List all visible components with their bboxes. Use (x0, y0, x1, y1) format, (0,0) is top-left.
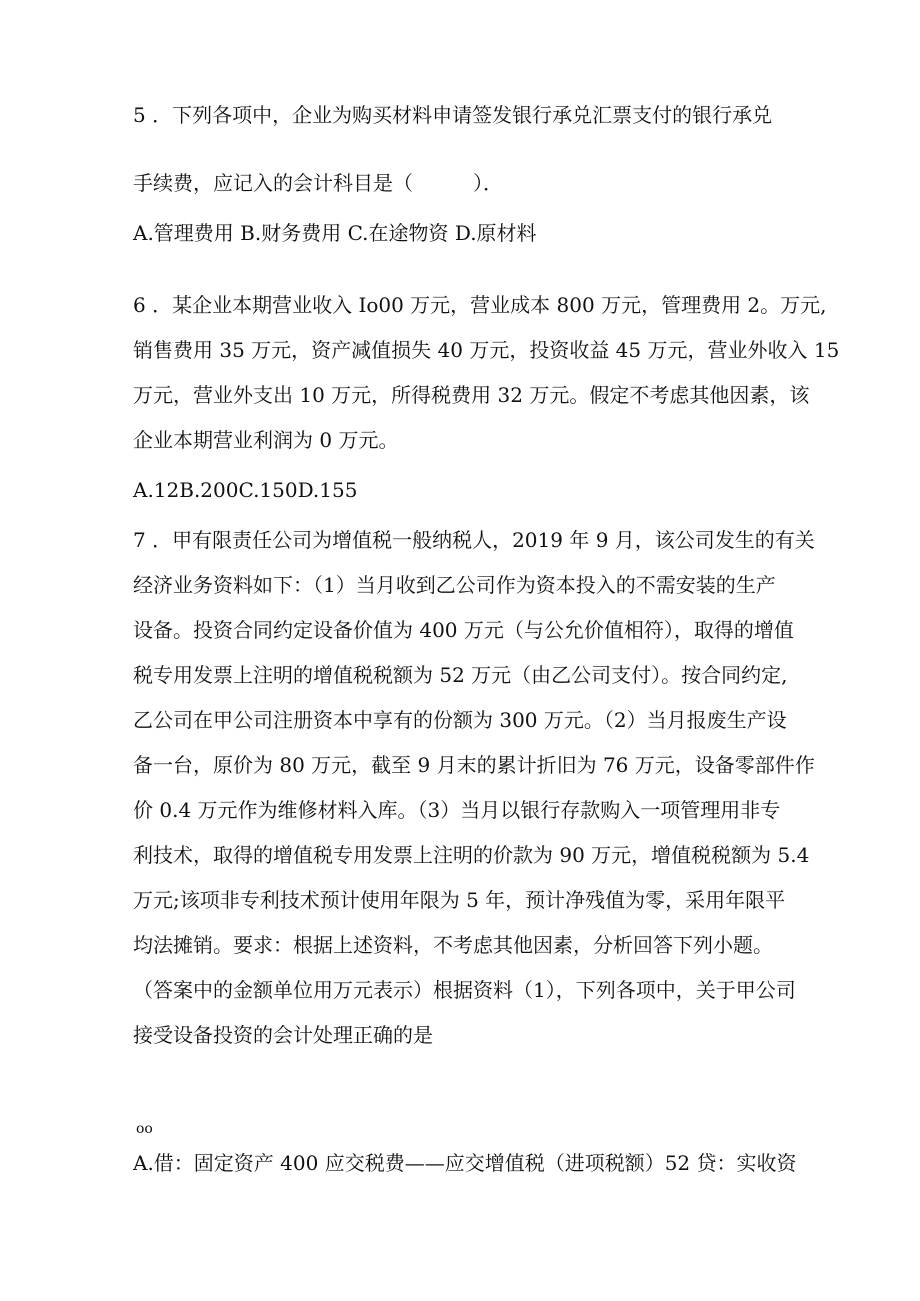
q5-line-1: 5 ．下列各项中，企业为购买材料申请签发银行承兑汇票支付的银行承兑 (133, 103, 773, 127)
q6-line-2: 销售费用 35 万元，资产减值损失 40 万元，投资收益 45 万元，营业外收入 15 (133, 338, 840, 362)
q7-line-10: 均法摊销。要求：根据上述资料，不考虑其他因素，分析回答下列小题。 (133, 933, 773, 957)
q7-line-5: 乙公司在甲公司注册资本中享有的份额为 300 万元。（2）当月报废生产设 (133, 708, 787, 732)
q7-line-8: 利技术，取得的增值税专用发票上注明的价款为 90 万元，增值税税额为 5.4 (133, 843, 810, 867)
q7-line-11: （答案中的金额单位用万元表示）根据资料（1），下列各项中，关于甲公司 (133, 978, 796, 1002)
q7-line-3: 设备。投资合同约定设备价值为 400 万元（与公允价值相符），取得的增值 (133, 618, 794, 642)
q7-line-7: 价 0.4 万元作为维修材料入库。（3）当月以银行存款购入一项管理用非专 (133, 798, 781, 822)
q6-line-1: 6 ．某企业本期营业收入 Io00 万元，营业成本 800 万元，管理费用 2。万元, (133, 293, 827, 317)
q7-line-6: 备一台，原价为 80 万元，截至 9 月末的累计折旧为 76 万元，设备零部件作 (133, 753, 815, 777)
q7-line-1: 7 ．甲有限责任公司为增值税一般纳税人，2019 年 9 月，该公司发生的有关 (133, 528, 815, 552)
q7-line-4: 税专用发票上注明的增值税税额为 52 万元（由乙公司支付）。按合同约定, (133, 663, 788, 687)
q7-line-9: 万元;该项非专利技术预计使用年限为 5 年，预计净残值为零，采用年限平 (133, 888, 786, 912)
q7-line-12: 接受设备投资的会计处理正确的是 (133, 1023, 433, 1047)
q6-options: A.12B.200C.150D.155 (133, 478, 358, 502)
q5-options: A.管理费用 B.财务费用 C.在途物资 D.原材料 (133, 221, 537, 245)
q6-line-3: 万元，营业外支出 10 万元，所得税费用 32 万元。假定不考虑其他因素，该 (133, 383, 810, 407)
q5-line-2: 手续费，应记入的会计科目是（ ）． (133, 171, 503, 195)
q7-option-a: A.借：固定资产 400 应交税费——应交增值税（进项税额）52 贷：实收资 (133, 1151, 797, 1175)
q7-mark: oo (136, 1121, 153, 1137)
q7-line-2: 经济业务资料如下：（1）当月收到乙公司作为资本投入的不需安装的生产 (133, 573, 776, 597)
q6-line-4: 企业本期营业利润为 0 万元。 (133, 428, 399, 452)
